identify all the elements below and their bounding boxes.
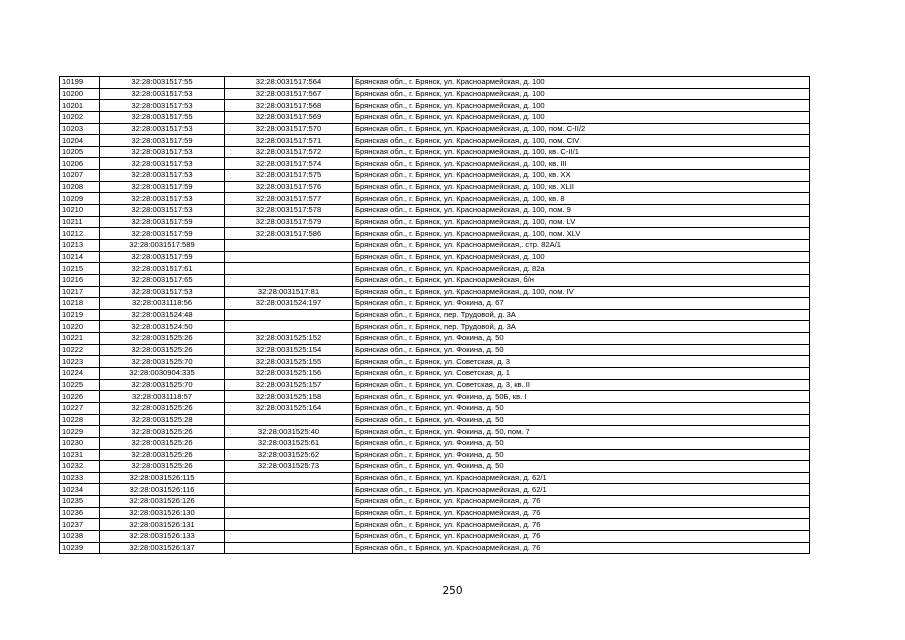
row-number-cell: 10202	[60, 111, 100, 123]
row-number-cell: 10216	[60, 274, 100, 286]
row-number-cell: 10206	[60, 158, 100, 170]
row-number-cell: 10220	[60, 321, 100, 333]
object-number-cell	[225, 274, 353, 286]
object-number-cell: 32:28:0031525:158	[225, 391, 353, 403]
object-number-cell: 32:28:0031517:586	[225, 228, 353, 240]
registry-table	[59, 76, 810, 554]
address-cell: Брянская обл., г. Брянск, ул. Красноармейская, д. 100	[353, 88, 810, 100]
object-number-cell: 32:28:0031517:578	[225, 205, 353, 217]
row-number-cell: 10200	[60, 88, 100, 100]
table-row	[60, 239, 810, 251]
object-number-cell: 32:28:0031525:152	[225, 333, 353, 345]
address-cell: Брянская обл., г. Брянск, ул. Красноармейская, д. 100, пом. IV	[353, 286, 810, 298]
object-number-cell: 32:28:0031517:572	[225, 146, 353, 158]
address-cell: Брянская обл., г. Брянск, ул. Красноармейская, д. 100, пом. С-II/2	[353, 123, 810, 135]
row-number-cell: 10230	[60, 437, 100, 449]
parcel-number-cell: 32:28:0031526:137	[100, 542, 225, 554]
row-number-cell: 10223	[60, 356, 100, 368]
object-number-cell	[225, 414, 353, 426]
object-number-cell	[225, 542, 353, 554]
table-row	[60, 426, 810, 438]
parcel-number-cell: 32:28:0031517:59	[100, 216, 225, 228]
parcel-number-cell: 32:28:0031517:59	[100, 251, 225, 263]
address-cell: Брянская обл., г. Брянск, ул. Фокина, д. 50	[353, 402, 810, 414]
object-number-cell: 32:28:0031517:571	[225, 135, 353, 147]
address-cell: Брянская обл., г. Брянск, ул. Фокина, д. 50, пом. 7	[353, 426, 810, 438]
object-number-cell	[225, 530, 353, 542]
object-number-cell	[225, 239, 353, 251]
address-cell: Брянская обл., г. Брянск, ул. Красноармейская, д. 82а	[353, 263, 810, 275]
address-cell: Брянская обл., г. Брянск, ул. Красноармейская, д. 100	[353, 251, 810, 263]
table-row	[60, 391, 810, 403]
parcel-number-cell: 32:28:0031525:70	[100, 379, 225, 391]
address-cell: Брянская обл., г. Брянск, ул. Советская, д. 3, кв. II	[353, 379, 810, 391]
parcel-number-cell: 32:28:0031517:55	[100, 111, 225, 123]
row-number-cell: 10219	[60, 309, 100, 321]
table-row	[60, 379, 810, 391]
table-row	[60, 472, 810, 484]
table-row	[60, 251, 810, 263]
address-cell: Брянская обл., г. Брянск, ул. Фокина, д. 50	[353, 449, 810, 461]
object-number-cell	[225, 472, 353, 484]
row-number-cell: 10228	[60, 414, 100, 426]
object-number-cell: 32:28:0031517:574	[225, 158, 353, 170]
object-number-cell: 32:28:0031517:575	[225, 170, 353, 182]
object-number-cell	[225, 251, 353, 263]
row-number-cell: 10213	[60, 239, 100, 251]
object-number-cell: 32:28:0031525:73	[225, 461, 353, 473]
address-cell: Брянская обл., г. Брянск, ул. Красноармейская, д. 76	[353, 519, 810, 531]
address-cell: Брянская обл., г. Брянск, ул. Красноармейская, д. 100	[353, 77, 810, 89]
address-cell: Брянская обл., г. Брянск, ул. Красноармейская, д. 100, кв. III	[353, 158, 810, 170]
row-number-cell: 10218	[60, 298, 100, 310]
object-number-cell: 32:28:0031524:197	[225, 298, 353, 310]
parcel-number-cell: 32:28:0031525:26	[100, 461, 225, 473]
address-cell: Брянская обл., г. Брянск, ул. Красноармейская, д. 100, кв. XLII	[353, 181, 810, 193]
row-number-cell: 10222	[60, 344, 100, 356]
table-row	[60, 484, 810, 496]
table-row	[60, 88, 810, 100]
table-row	[60, 321, 810, 333]
object-number-cell	[225, 263, 353, 275]
table-row	[60, 437, 810, 449]
table-row	[60, 274, 810, 286]
parcel-number-cell: 32:28:0031517:53	[100, 88, 225, 100]
parcel-number-cell: 32:28:0031118:56	[100, 298, 225, 310]
row-number-cell: 10221	[60, 333, 100, 345]
parcel-number-cell: 32:28:0031517:53	[100, 146, 225, 158]
object-number-cell	[225, 519, 353, 531]
parcel-number-cell: 32:28:0031526:130	[100, 507, 225, 519]
address-cell: Брянская обл., г. Брянск, пер. Трудовой, д. 3А	[353, 321, 810, 333]
parcel-number-cell: 32:28:0031517:53	[100, 286, 225, 298]
parcel-number-cell: 32:28:0031517:53	[100, 100, 225, 112]
row-number-cell: 10211	[60, 216, 100, 228]
address-cell: Брянская обл., г. Брянск, ул. Красноармейская, д. 100, пом. XLV	[353, 228, 810, 240]
parcel-number-cell: 32:28:0031524:50	[100, 321, 225, 333]
row-number-cell: 10207	[60, 170, 100, 182]
address-cell: Брянская обл., г. Брянск, ул. Красноармейская, д. 100	[353, 111, 810, 123]
row-number-cell: 10227	[60, 402, 100, 414]
row-number-cell: 10205	[60, 146, 100, 158]
table-row	[60, 111, 810, 123]
address-cell: Брянская обл., г. Брянск, ул. Красноармейская, б/н	[353, 274, 810, 286]
address-cell: Брянская обл., г. Брянск, ул. Красноармейская, д. 76	[353, 507, 810, 519]
registry-table-body	[60, 77, 810, 554]
row-number-cell: 10233	[60, 472, 100, 484]
table-row	[60, 228, 810, 240]
address-cell: Брянская обл., г. Брянск, ул. Советская, д. 3	[353, 356, 810, 368]
table-row	[60, 298, 810, 310]
table-row	[60, 461, 810, 473]
row-number-cell: 10208	[60, 181, 100, 193]
parcel-number-cell: 32:28:0031525:70	[100, 356, 225, 368]
object-number-cell	[225, 484, 353, 496]
row-number-cell: 10231	[60, 449, 100, 461]
address-cell: Брянская обл., г. Брянск, ул. Фокина, д. 50	[353, 461, 810, 473]
address-cell: Брянская обл., г. Брянск, ул. Красноармейская, д. 76	[353, 530, 810, 542]
row-number-cell: 10203	[60, 123, 100, 135]
parcel-number-cell: 32:28:0031526:126	[100, 496, 225, 508]
parcel-number-cell: 32:28:0031526:131	[100, 519, 225, 531]
address-cell: Брянская обл., г. Брянск, ул. Красноармейская, д. 100, пом. CIV	[353, 135, 810, 147]
row-number-cell: 10232	[60, 461, 100, 473]
row-number-cell: 10209	[60, 193, 100, 205]
row-number-cell: 10239	[60, 542, 100, 554]
parcel-number-cell: 32:28:0031525:26	[100, 437, 225, 449]
address-cell: Брянская обл., г. Брянск, ул. Красноармейская, д. 100, пом. 9	[353, 205, 810, 217]
address-cell: Брянская обл., г. Брянск, ул. Фокина, д. 67	[353, 298, 810, 310]
object-number-cell: 32:28:0031525:156	[225, 368, 353, 380]
row-number-cell: 10215	[60, 263, 100, 275]
object-number-cell	[225, 321, 353, 333]
address-cell: Брянская обл., г. Брянск, ул. Красноармейская, д. 100	[353, 100, 810, 112]
parcel-number-cell: 32:28:0031517:55	[100, 77, 225, 89]
object-number-cell	[225, 309, 353, 321]
address-cell: Брянская обл., г. Брянск, ул. Красноармейская, д. 100, кв. С-II/1	[353, 146, 810, 158]
object-number-cell: 32:28:0031525:62	[225, 449, 353, 461]
object-number-cell: 32:28:0031525:155	[225, 356, 353, 368]
parcel-number-cell: 32:28:0030904:335	[100, 368, 225, 380]
address-cell: Брянская обл., г. Брянск, ул. Красноармейская, д. 76	[353, 496, 810, 508]
parcel-number-cell: 32:28:0031517:53	[100, 170, 225, 182]
row-number-cell: 10214	[60, 251, 100, 263]
table-row	[60, 414, 810, 426]
row-number-cell: 10226	[60, 391, 100, 403]
parcel-number-cell: 32:28:0031525:26	[100, 449, 225, 461]
row-number-cell: 10225	[60, 379, 100, 391]
address-cell: Брянская обл., г. Брянск, ул. Красноармейская, д. 100, кв. XX	[353, 170, 810, 182]
row-number-cell: 10204	[60, 135, 100, 147]
row-number-cell: 10235	[60, 496, 100, 508]
object-number-cell	[225, 496, 353, 508]
object-number-cell: 32:28:0031517:569	[225, 111, 353, 123]
row-number-cell: 10234	[60, 484, 100, 496]
table-row	[60, 170, 810, 182]
object-number-cell: 32:28:0031517:567	[225, 88, 353, 100]
table-row	[60, 123, 810, 135]
object-number-cell: 32:28:0031517:568	[225, 100, 353, 112]
address-cell: Брянская обл., г. Брянск, ул. Фокина, д. 50Б, кв. I	[353, 391, 810, 403]
address-cell: Брянская обл., г. Брянск, ул. Фокина, д. 50	[353, 437, 810, 449]
table-row	[60, 333, 810, 345]
object-number-cell: 32:28:0031517:577	[225, 193, 353, 205]
table-row	[60, 158, 810, 170]
table-row	[60, 496, 810, 508]
address-cell: Брянская обл., г. Брянск, ул. Красноармейская, д. 100, пом. LV	[353, 216, 810, 228]
address-cell: Брянская обл., г. Брянск, ул. Советская, д. 1	[353, 368, 810, 380]
row-number-cell: 10201	[60, 100, 100, 112]
parcel-number-cell: 32:28:0031524:48	[100, 309, 225, 321]
table-row	[60, 193, 810, 205]
table-row	[60, 344, 810, 356]
row-number-cell: 10199	[60, 77, 100, 89]
table-row	[60, 402, 810, 414]
row-number-cell: 10224	[60, 368, 100, 380]
parcel-number-cell: 32:28:0031526:116	[100, 484, 225, 496]
table-row	[60, 286, 810, 298]
table-row	[60, 181, 810, 193]
table-row	[60, 146, 810, 158]
address-cell: Брянская обл., г. Брянск, ул. Красноармейская, д. 76	[353, 542, 810, 554]
parcel-number-cell: 32:28:0031517:53	[100, 193, 225, 205]
table-row	[60, 542, 810, 554]
parcel-number-cell: 32:28:0031526:115	[100, 472, 225, 484]
parcel-number-cell: 32:28:0031517:53	[100, 205, 225, 217]
address-cell: Брянская обл., г. Брянск, ул. Красноармейская, д. 100, кв. 8	[353, 193, 810, 205]
address-cell: Брянская обл., г. Брянск, ул. Красноармейская, д. 62/1	[353, 484, 810, 496]
object-number-cell	[225, 507, 353, 519]
table-row	[60, 309, 810, 321]
object-number-cell: 32:28:0031525:154	[225, 344, 353, 356]
table-row	[60, 519, 810, 531]
table-row	[60, 216, 810, 228]
table-row	[60, 205, 810, 217]
address-cell: Брянская обл., г. Брянск, ул. Красноармейская,. стр. 82А/1	[353, 239, 810, 251]
parcel-number-cell: 32:28:0031526:133	[100, 530, 225, 542]
object-number-cell: 32:28:0031517:579	[225, 216, 353, 228]
object-number-cell: 32:28:0031517:570	[225, 123, 353, 135]
row-number-cell: 10229	[60, 426, 100, 438]
table-row	[60, 263, 810, 275]
row-number-cell: 10237	[60, 519, 100, 531]
row-number-cell: 10210	[60, 205, 100, 217]
object-number-cell: 32:28:0031525:61	[225, 437, 353, 449]
address-cell: Брянская обл., г. Брянск, ул. Фокина, д. 50	[353, 344, 810, 356]
parcel-number-cell: 32:28:0031525:26	[100, 333, 225, 345]
row-number-cell: 10217	[60, 286, 100, 298]
object-number-cell: 32:28:0031517:564	[225, 77, 353, 89]
parcel-number-cell: 32:28:0031118:57	[100, 391, 225, 403]
object-number-cell: 32:28:0031517:81	[225, 286, 353, 298]
page-number: 250	[442, 585, 463, 597]
table-row	[60, 77, 810, 89]
parcel-number-cell: 32:28:0031517:59	[100, 135, 225, 147]
table-row	[60, 449, 810, 461]
object-number-cell: 32:28:0031525:157	[225, 379, 353, 391]
parcel-number-cell: 32:28:0031517:61	[100, 263, 225, 275]
table-row	[60, 135, 810, 147]
row-number-cell: 10212	[60, 228, 100, 240]
address-cell: Брянская обл., г. Брянск, ул. Фокина, д. 50	[353, 414, 810, 426]
table-row	[60, 368, 810, 380]
parcel-number-cell: 32:28:0031517:53	[100, 123, 225, 135]
address-cell: Брянская обл., г. Брянск, ул. Красноармейская, д. 62/1	[353, 472, 810, 484]
table-row	[60, 530, 810, 542]
object-number-cell: 32:28:0031525:40	[225, 426, 353, 438]
parcel-number-cell: 32:28:0031525:28	[100, 414, 225, 426]
parcel-number-cell: 32:28:0031517:65	[100, 274, 225, 286]
parcel-number-cell: 32:28:0031525:26	[100, 344, 225, 356]
parcel-number-cell: 32:28:0031525:26	[100, 426, 225, 438]
row-number-cell: 10236	[60, 507, 100, 519]
table-row	[60, 507, 810, 519]
parcel-number-cell: 32:28:0031517:59	[100, 228, 225, 240]
table-row	[60, 100, 810, 112]
parcel-number-cell: 32:28:0031517:53	[100, 158, 225, 170]
object-number-cell: 32:28:0031525:164	[225, 402, 353, 414]
address-cell: Брянская обл., г. Брянск, ул. Фокина, д. 50	[353, 333, 810, 345]
object-number-cell: 32:28:0031517:576	[225, 181, 353, 193]
table-row	[60, 356, 810, 368]
parcel-number-cell: 32:28:0031517:59	[100, 181, 225, 193]
parcel-number-cell: 32:28:0031525:26	[100, 402, 225, 414]
address-cell: Брянская обл., г. Брянск, пер. Трудовой, д. 3А	[353, 309, 810, 321]
row-number-cell: 10238	[60, 530, 100, 542]
parcel-number-cell: 32:28:0031517:589	[100, 239, 225, 251]
